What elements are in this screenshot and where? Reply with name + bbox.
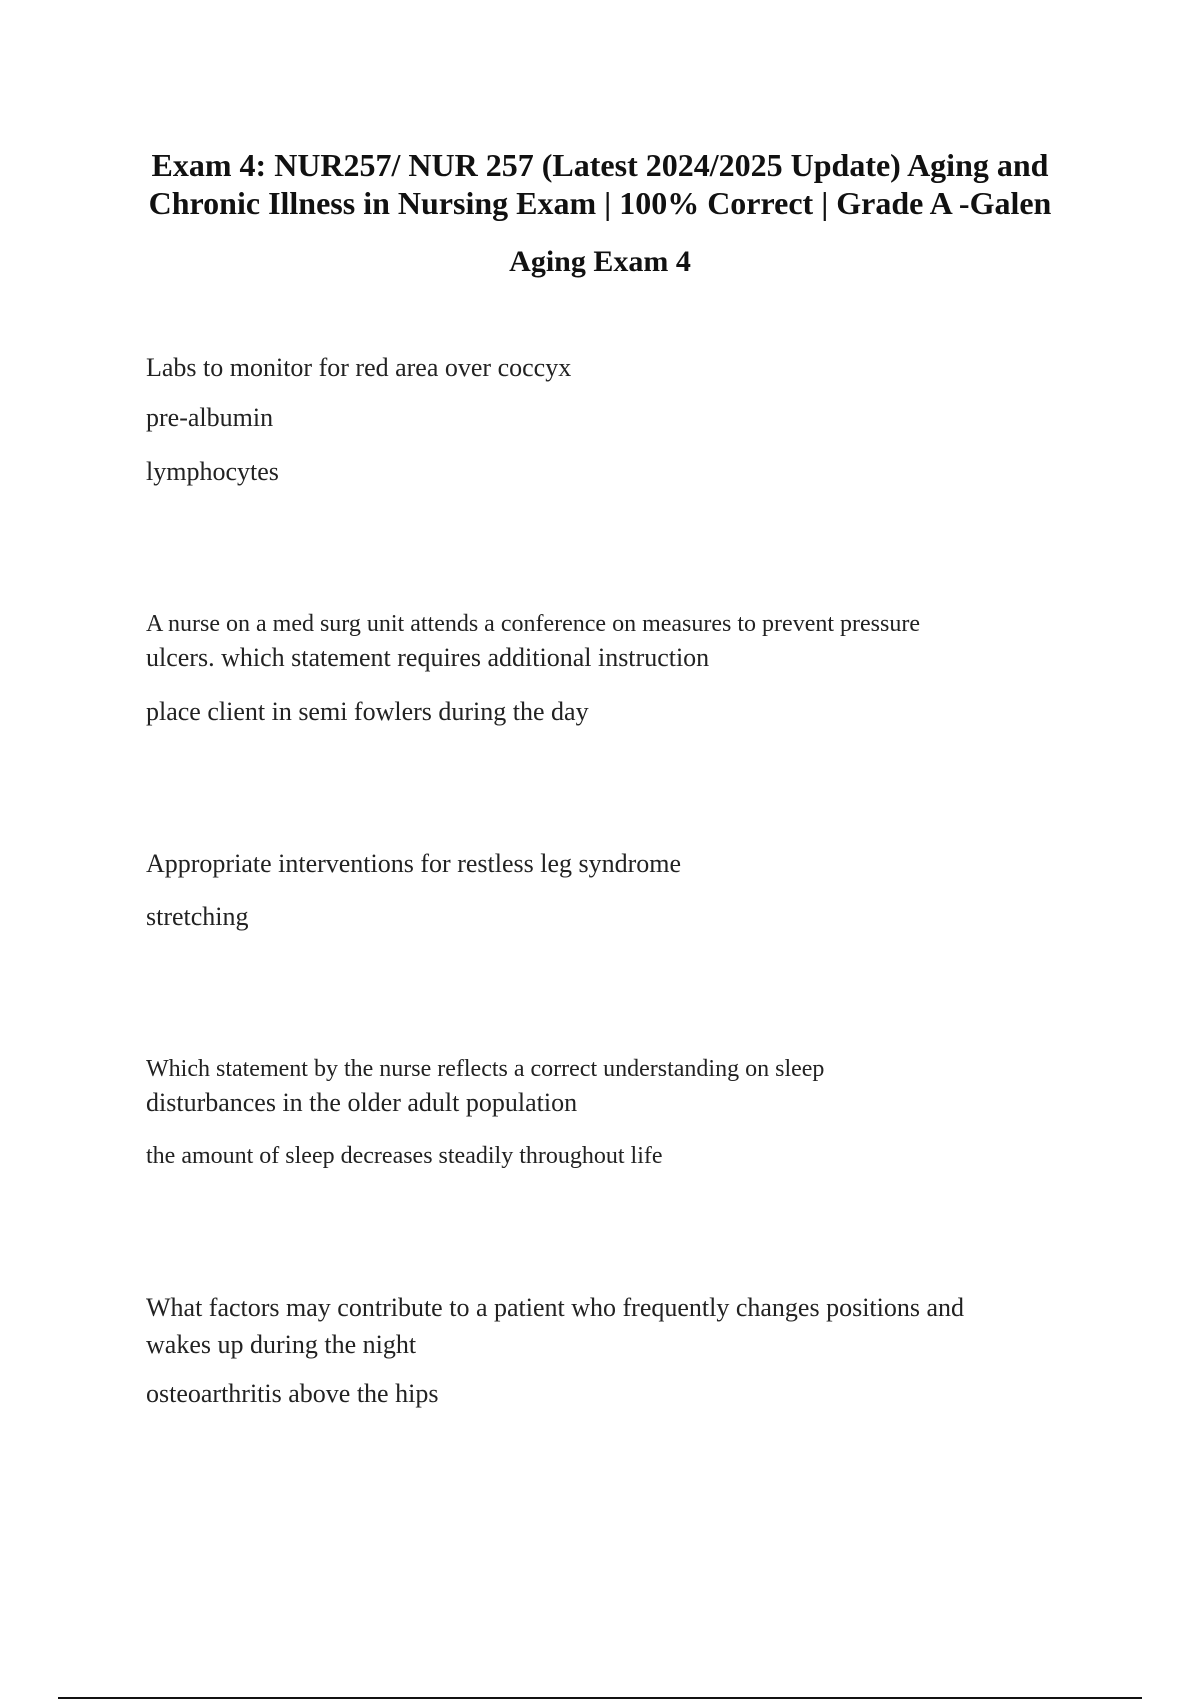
document-subtitle: Aging Exam 4 — [509, 245, 691, 278]
answer-5-1: osteoarthritis above the hips — [146, 1379, 439, 1408]
question-2-line-1: A nurse on a med surg unit attends a conference on measures to prevent pressure — [146, 611, 920, 637]
answer-4-1: the amount of sleep decreases steadily throughout life — [146, 1143, 663, 1169]
answer-1-2: lymphocytes — [146, 457, 279, 486]
document-title — [100, 146, 1100, 222]
answer-2-1: place client in semi fowlers during the day — [146, 697, 589, 726]
title-line-2: Chronic Illness in Nursing Exam | 100% Correct | Grade A -Galen — [148, 185, 1052, 221]
question-1: Labs to monitor for red area over coccyx — [146, 353, 572, 382]
question-3: Appropriate interventions for restless leg syndrome — [146, 849, 682, 878]
question-5-line-1: What factors may contribute to a patient who frequently changes positions and — [146, 1293, 965, 1322]
question-4-line-1: Which statement by the nurse reflects a correct understanding on sleep — [146, 1056, 825, 1082]
question-5-line-2: wakes up during the night — [146, 1330, 417, 1359]
footer-divider — [58, 1697, 1142, 1699]
question-4-line-2: disturbances in the older adult population — [146, 1088, 578, 1117]
title-line-1: Exam 4: NUR257/ NUR 257 (Latest 2024/2025 Update) Aging and — [151, 147, 1049, 183]
answer-3-1: stretching — [146, 902, 249, 931]
question-2-line-2: ulcers. which statement requires additional instruction — [146, 643, 710, 672]
answer-1-1: pre-albumin — [146, 403, 274, 432]
